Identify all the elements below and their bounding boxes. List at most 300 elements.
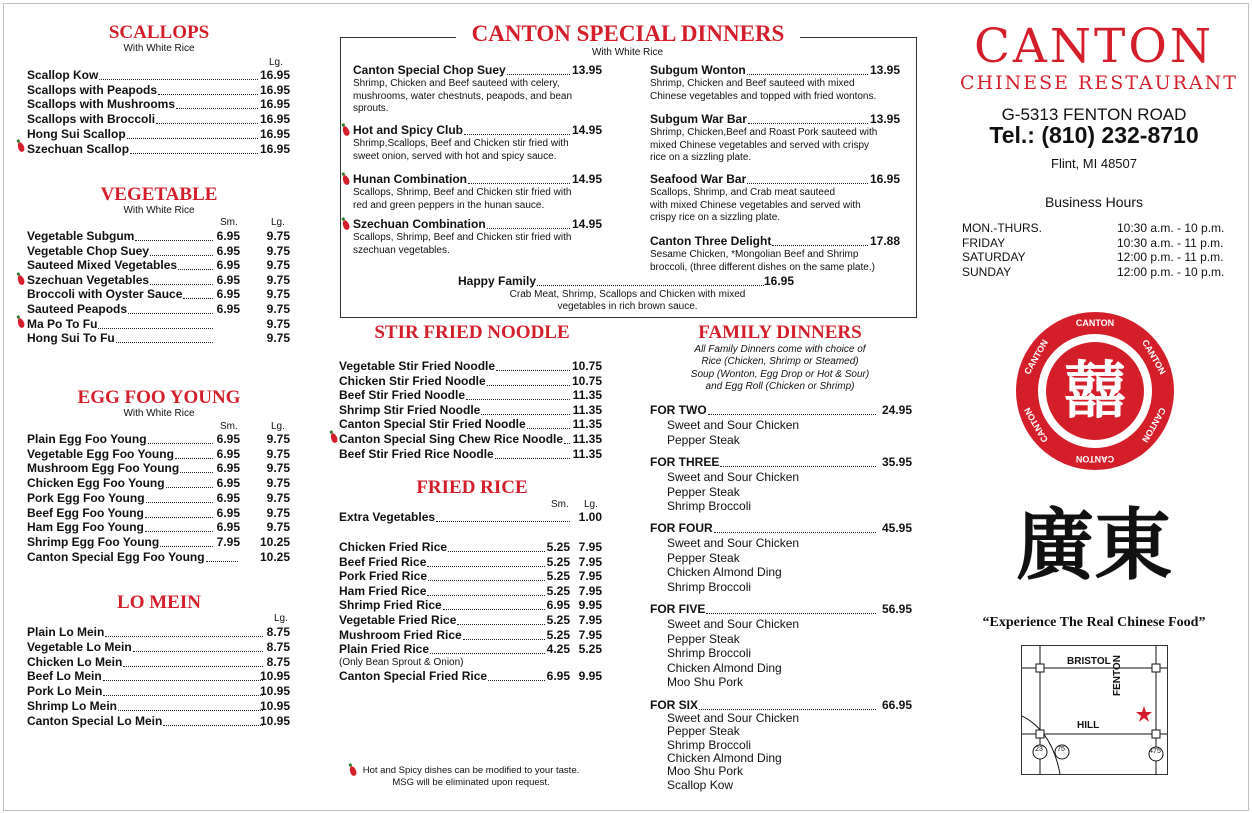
item-name: Vegetable Fried Rice xyxy=(339,613,457,627)
special-dinner-desc: Shrimp, Chicken,Beef and Roast Pork sauteed with xyxy=(650,127,878,138)
section-title-scallops: SCALLOPS xyxy=(108,22,210,43)
hours-days: FRIDAY xyxy=(962,235,1006,250)
item-price: 16.95 xyxy=(259,126,290,141)
restaurant-name-logo: CANTON xyxy=(973,19,1215,74)
family-dinner-item: Pepper Steak xyxy=(667,550,740,565)
leader-dots xyxy=(468,183,570,184)
egg-foo-young-row xyxy=(27,432,290,447)
item-price: 1.00 xyxy=(578,510,602,524)
lg-column-header: Lg. xyxy=(271,421,285,432)
item-price-sm: 6.95 xyxy=(216,505,240,520)
leader-dots xyxy=(772,245,868,246)
item-name: Vegetable Egg Foo Young xyxy=(27,446,174,461)
item-price: 45.95 xyxy=(881,521,912,535)
item-price: 16.95 xyxy=(869,172,900,186)
leader-dots xyxy=(706,613,876,614)
leader-dots xyxy=(427,595,545,596)
item-name: Beef Stir Fried Rice Noodle xyxy=(339,446,494,461)
hours-time: 10:30 a.m. - 10 p.m. xyxy=(1117,221,1225,235)
item-price-lg: 7.95 xyxy=(578,554,602,569)
item-price-lg: 9.75 xyxy=(266,272,290,287)
item-price-lg: 5.25 xyxy=(578,642,602,657)
stir-fried-noodle-row xyxy=(339,417,602,432)
item-price: 16.95 xyxy=(259,82,290,97)
item-name: Subgum War Bar xyxy=(650,112,747,126)
leader-dots xyxy=(527,428,570,429)
section-title-stir-fried-noodle: STIR FRIED NOODLE xyxy=(374,322,570,343)
leader-dots xyxy=(720,466,876,467)
item-price-lg: 10.25 xyxy=(259,534,290,549)
item-name: FOR SIX xyxy=(650,698,699,712)
fried-rice-row xyxy=(339,554,602,570)
family-dinner-item: Shrimp Broccoli xyxy=(667,499,752,514)
item-name: Vegetable Chop Suey xyxy=(27,243,150,258)
leader-dots xyxy=(487,385,570,386)
special-dinner-desc: broccoli, (three different dishes on the same plate.) xyxy=(650,261,875,273)
item-price-sm: 6.95 xyxy=(546,598,570,613)
lo-mein-row xyxy=(27,713,290,729)
happy-family-desc: vegetables in rich brown sauce. xyxy=(557,301,698,312)
fried-rice-row xyxy=(339,627,602,643)
item-name: Szechuan Combination xyxy=(353,217,486,231)
item-price-sm: 6.95 xyxy=(216,520,240,535)
special-dinner-desc: mixed Chinese vegetables and served with crispy xyxy=(650,139,869,151)
item-name: Hunan Combination xyxy=(353,172,467,186)
item-price: 17.88 xyxy=(869,234,900,248)
item-name: Subgum Wonton xyxy=(650,63,746,77)
item-name: Shrimp Lo Mein xyxy=(27,699,117,713)
item-name: Plain Fried Rice xyxy=(339,642,430,657)
item-name: Ham Egg Foo Young xyxy=(27,520,144,535)
item-name: FOR FIVE xyxy=(650,602,706,616)
item-price-sm: 6.95 xyxy=(216,476,240,491)
leader-dots xyxy=(135,240,213,241)
sm-column-header: Sm. xyxy=(220,217,238,228)
special-dinner-desc: Scallops, Shrimp, Beef and Chicken stir fried with xyxy=(353,232,572,243)
item-price-sm: 5.25 xyxy=(546,569,570,584)
item-price-sm: 6.95 xyxy=(216,287,240,302)
special-dinner-desc: Shrimp, Chicken and Beef sauteed with celery, xyxy=(353,78,560,89)
leader-dots xyxy=(708,414,876,415)
item-price: 10.95 xyxy=(259,699,290,713)
item-price-sm: 5.25 xyxy=(546,627,570,642)
item-price-lg: 9.95 xyxy=(578,669,602,683)
family-dinner-title xyxy=(650,455,912,470)
family-dinner-item: Chicken Almond Ding xyxy=(667,565,782,580)
leader-dots xyxy=(488,680,545,681)
egg-foo-young-row xyxy=(27,520,290,535)
family-dinner-item: Pepper Steak xyxy=(667,432,740,447)
item-price-lg: 9.75 xyxy=(266,446,290,461)
special-dinner-desc: mushrooms, water chestnuts, peapods, and bean xyxy=(353,90,573,102)
item-name: Pork Lo Mein xyxy=(27,684,103,699)
leader-dots xyxy=(103,680,263,681)
item-price-sm: 6.95 xyxy=(546,669,570,683)
item-name: Plain Egg Foo Young xyxy=(27,432,147,446)
item-price-lg: 9.75 xyxy=(266,258,290,273)
item-name: Chicken Lo Mein xyxy=(27,654,123,669)
family-dinner-item: Sweet and Sour Chicken xyxy=(667,418,800,432)
item-price-lg: 7.95 xyxy=(578,627,602,642)
item-price-lg: 9.75 xyxy=(266,243,290,258)
extra-vegetables-row xyxy=(339,510,602,525)
item-name: Canton Three Delight xyxy=(650,234,772,248)
leader-dots xyxy=(123,666,263,667)
special-dinner-desc: szechuan vegetables. xyxy=(353,244,450,256)
seal-symbol: 囍 xyxy=(1063,354,1126,427)
item-name: Vegetable Lo Mein xyxy=(27,639,132,654)
double-happiness-seal-icon xyxy=(1016,312,1174,470)
seal-ring-label: CANTON xyxy=(1022,337,1051,377)
item-price: 16.95 xyxy=(259,112,290,127)
sm-column-header: Sm. xyxy=(220,421,238,432)
hours-days: SUNDAY xyxy=(962,265,1012,280)
leader-dots xyxy=(427,566,545,567)
item-price: 13.95 xyxy=(571,63,602,77)
leader-dots xyxy=(466,399,570,400)
leader-dots xyxy=(699,709,876,710)
stir-fried-noodle-row xyxy=(339,446,602,462)
family-dinner-item: Pepper Steak xyxy=(667,484,740,499)
item-name: Beef Egg Foo Young xyxy=(27,505,144,520)
section-title-family-dinners: FAMILY DINNERS xyxy=(698,322,862,343)
vegetable-row xyxy=(27,272,290,288)
leader-dots xyxy=(118,710,263,711)
with-white-rice-label: With White Rice xyxy=(123,205,195,216)
restaurant-type-logo: CHINESE RESTAURANT xyxy=(960,72,1238,94)
seal-ring-text xyxy=(1016,312,1174,470)
leader-dots xyxy=(537,285,764,286)
leader-dots xyxy=(714,532,876,533)
item-name: Extra Vegetables xyxy=(339,510,436,524)
lo-mein-row xyxy=(27,669,290,684)
item-price-lg: 9.75 xyxy=(266,331,290,346)
egg-foo-young-row xyxy=(27,534,290,550)
hours-days: MON.-THURS. xyxy=(962,221,1042,235)
happy-family-desc: Crab Meat, Shrimp, Scallops and Chicken with mixed xyxy=(509,289,746,300)
leader-dots xyxy=(133,651,263,652)
happy-family-title xyxy=(458,274,794,289)
leader-dots xyxy=(116,342,213,343)
seal-ring-label: CANTON xyxy=(1139,337,1168,377)
item-price-lg: 9.75 xyxy=(266,302,290,316)
item-name: Shrimp Fried Rice xyxy=(339,598,442,613)
leader-dots xyxy=(130,153,258,154)
item-price: 8.75 xyxy=(266,625,290,639)
vegetable-row xyxy=(27,229,290,244)
family-dinner-item: Sweet and Sour Chicken xyxy=(667,536,800,550)
item-name: Mushroom Egg Foo Young xyxy=(27,461,180,476)
item-name: Hot and Spicy Club xyxy=(353,123,464,137)
seal-ring-label: CANTON xyxy=(1075,454,1115,464)
stir-fried-noodle-row xyxy=(339,359,602,374)
item-price: 10.95 xyxy=(259,713,290,728)
item-price-sm: 6.95 xyxy=(216,302,240,316)
stir-fried-noodle-row xyxy=(339,402,602,418)
leader-dots xyxy=(457,624,545,625)
family-dinner-title xyxy=(650,403,912,418)
item-name: Canton Special Sing Chew Rice Noodle xyxy=(339,432,564,446)
item-price: 11.35 xyxy=(572,402,602,417)
lo-mein-row xyxy=(27,639,290,655)
item-name: Canton Special Chop Suey xyxy=(353,63,506,77)
item-price-lg: 9.75 xyxy=(266,490,290,505)
item-price: 11.35 xyxy=(572,388,602,403)
item-price-sm: 5.25 xyxy=(546,613,570,627)
leader-dots xyxy=(176,108,258,109)
special-dinner-desc: sweet onion, served with hot and spicy sauce. xyxy=(353,150,557,162)
item-name: FOR THREE xyxy=(650,455,720,469)
item-price-sm: 6.95 xyxy=(216,432,240,446)
scallop-row xyxy=(27,97,290,112)
item-name: Broccoli with Oyster Sauce xyxy=(27,287,183,302)
item-price-sm: 6.95 xyxy=(216,229,240,243)
item-name: Scallops with Mushrooms xyxy=(27,97,176,112)
item-name: Canton Special Lo Mein xyxy=(27,713,163,728)
item-price-sm: 5.25 xyxy=(546,554,570,569)
special-dinner-title xyxy=(353,217,602,232)
item-price: 16.95 xyxy=(259,97,290,112)
leader-dots xyxy=(127,138,258,139)
item-name: Canton Special Fried Rice xyxy=(339,669,488,683)
stir-fried-noodle-row xyxy=(339,432,602,447)
item-name: Pork Egg Foo Young xyxy=(27,490,145,505)
scallop-row xyxy=(27,126,290,142)
leader-dots xyxy=(747,74,868,75)
section-title-special-dinners: CANTON SPECIAL DINNERS xyxy=(456,21,800,47)
family-dinner-item: Chicken Almond Ding xyxy=(667,750,782,765)
family-dinner-item: Shrimp Broccoli xyxy=(667,646,752,661)
special-dinner-title xyxy=(353,63,602,78)
leader-dots xyxy=(145,517,213,518)
item-price: 11.35 xyxy=(572,446,602,461)
section-title-egg-foo-young: EGG FOO YOUNG xyxy=(77,387,241,408)
item-price: 11.35 xyxy=(572,432,602,446)
section-title-vegetable: VEGETABLE xyxy=(100,184,218,205)
vegetable-row xyxy=(27,243,290,259)
footnote: MSG will be eliminated upon request. xyxy=(392,777,550,788)
item-name: Beef Lo Mein xyxy=(27,669,102,684)
item-name: Canton Special Egg Foo Young xyxy=(27,549,205,564)
item-price: 11.35 xyxy=(572,417,602,432)
address: G-5313 FENTON ROAD xyxy=(1001,105,1187,124)
seal-ring-label: CANTON xyxy=(1139,405,1168,445)
family-dinner-title xyxy=(650,602,912,617)
scallop-row xyxy=(27,82,290,98)
item-name: Mushroom Fried Rice xyxy=(339,627,462,642)
phone-number[interactable]: Tel.: (810) 232-8710 xyxy=(989,122,1199,148)
special-dinner-desc: Chinese vegetables and topped with fried wontons. xyxy=(650,90,877,102)
family-dinner-item: Pepper Steak xyxy=(667,631,740,646)
leader-dots xyxy=(496,370,570,371)
lg-column-header: Lg. xyxy=(271,217,285,228)
special-dinner-title xyxy=(353,123,602,138)
special-dinner-desc: red and green peppers in the hunan sauce. xyxy=(353,199,545,211)
chinese-characters: 廣東 xyxy=(1015,501,1172,591)
item-price: 16.95 xyxy=(259,68,290,82)
family-dinner-item: Scallop Kow xyxy=(667,777,734,792)
item-name: Pork Fried Rice xyxy=(339,569,428,584)
city-state-zip: Flint, MI 48507 xyxy=(1051,156,1137,171)
map-label: HILL xyxy=(1077,720,1100,731)
item-price-sm: 6.95 xyxy=(216,446,240,461)
item-name: Seafood War Bar xyxy=(650,172,747,186)
business-hours-title: Business Hours xyxy=(1044,194,1144,210)
item-name: Scallops with Peapods xyxy=(27,82,158,97)
special-dinner-title xyxy=(650,172,900,187)
family-dinner-item: Sweet and Sour Chicken xyxy=(667,617,800,631)
special-dinner-desc: rice on a sizzling plate. xyxy=(650,152,752,163)
lo-mein-row xyxy=(27,684,290,699)
egg-foo-young-row xyxy=(27,549,290,565)
item-name: Sauteed Peapods xyxy=(27,302,128,316)
lg-column-header: Lg. xyxy=(274,613,288,624)
item-price-lg: 10.25 xyxy=(259,549,290,564)
item-name: Shrimp Egg Foo Young xyxy=(27,534,160,549)
item-name: FOR FOUR xyxy=(650,521,713,535)
stir-fried-noodle-row xyxy=(339,388,602,403)
map-label: 75 xyxy=(1057,746,1065,753)
leader-dots xyxy=(103,695,263,696)
lg-column-header: Lg. xyxy=(269,57,283,68)
egg-foo-young-row xyxy=(27,446,290,462)
scallop-row xyxy=(27,141,290,157)
leader-dots xyxy=(747,183,868,184)
item-name: Beef Fried Rice xyxy=(339,554,427,569)
map-label: FENTON xyxy=(1112,655,1123,696)
egg-foo-young-row xyxy=(27,476,290,491)
special-dinner-desc: Shrimp, Chicken and Beef sauteed with mixed xyxy=(650,78,855,89)
item-price: 8.75 xyxy=(266,639,290,654)
family-dinners-intro: Soup (Wonton, Egg Drop or Hot & Sour) xyxy=(690,368,870,380)
leader-dots xyxy=(463,639,545,640)
item-name: Chicken Fried Rice xyxy=(339,540,448,554)
special-dinner-title xyxy=(650,234,900,249)
vegetable-row xyxy=(27,302,290,317)
fried-rice-row xyxy=(339,540,602,555)
item-price-lg: 7.95 xyxy=(578,583,602,598)
leader-dots xyxy=(146,502,213,503)
item-name: Canton Special Stir Fried Noodle xyxy=(339,417,526,432)
sm-column-header: Sm. xyxy=(551,499,569,510)
fried-rice-row xyxy=(339,598,602,613)
fried-rice-row xyxy=(339,569,602,584)
with-white-rice-label: With White Rice xyxy=(591,47,664,58)
special-dinner-desc: Scallops, Shrimp, Beef and Chicken stir fried with xyxy=(353,187,572,198)
item-price: 14.95 xyxy=(571,123,602,137)
vegetable-row xyxy=(27,331,290,346)
item-price: 13.95 xyxy=(869,112,900,126)
item-price-sm: 5.25 xyxy=(546,540,570,554)
item-price: 35.95 xyxy=(881,455,912,469)
item-name: Hong Sui Scallop xyxy=(27,126,126,141)
item-price-sm: 6.95 xyxy=(216,461,240,476)
tagline: “Experience The Real Chinese Food” xyxy=(982,615,1206,630)
item-name: Vegetable Stir Fried Noodle xyxy=(339,359,496,373)
item-price-sm: 6.95 xyxy=(216,490,240,505)
family-dinner-item: Moo Shu Pork xyxy=(667,764,744,779)
leader-dots xyxy=(448,551,545,552)
scallop-row xyxy=(27,68,290,83)
vegetable-row xyxy=(27,316,290,332)
item-price-lg: 9.75 xyxy=(266,505,290,520)
leader-dots xyxy=(495,458,570,459)
special-dinner-desc: with mixed Chinese vegetables and served with xyxy=(650,199,861,211)
item-name: Ham Fried Rice xyxy=(339,583,427,598)
leader-dots xyxy=(430,653,545,654)
leader-dots xyxy=(128,313,213,314)
item-price-sm: 6.95 xyxy=(216,243,240,258)
special-dinner-desc: Sesame Chicken, *Mongolian Beef and Shrimp xyxy=(650,249,859,260)
item-name: Beef Stir Fried Noodle xyxy=(339,388,466,403)
item-name: Scallop Kow xyxy=(27,68,99,82)
family-dinner-item: Shrimp Broccoli xyxy=(667,579,752,594)
item-price-lg: 9.75 xyxy=(266,316,290,331)
family-dinners-intro: Rice (Chicken, Shrimp or Steamed) xyxy=(701,356,859,368)
family-dinners-intro: and Egg Roll (Chicken or Shrimp) xyxy=(705,380,855,392)
with-white-rice-label: With White Rice xyxy=(123,408,195,419)
item-price: 16.95 xyxy=(763,274,794,288)
egg-foo-young-row xyxy=(27,461,290,476)
lo-mein-row xyxy=(27,654,290,670)
egg-foo-young-row xyxy=(27,505,290,521)
item-name: Ma Po To Fu xyxy=(27,316,98,331)
leader-dots xyxy=(436,521,570,522)
family-dinner-item: Moo Shu Pork xyxy=(667,675,744,690)
item-price-lg: 7.95 xyxy=(578,613,602,627)
item-price-sm: 6.95 xyxy=(216,272,240,287)
fried-rice-row xyxy=(339,613,602,628)
special-dinner-desc: crispy rice on a sizzling plate. xyxy=(650,212,781,223)
item-price-sm: 7.95 xyxy=(216,534,240,549)
item-price: 10.95 xyxy=(259,669,290,684)
hours-time: 12:00 p.m. - 11 p.m. xyxy=(1117,250,1224,265)
fried-rice-row xyxy=(339,669,602,684)
item-name: Szechuan Scallop xyxy=(27,141,130,156)
item-price: 24.95 xyxy=(881,403,912,417)
leader-dots xyxy=(507,74,570,75)
leader-dots xyxy=(443,609,545,610)
item-price-lg: 9.75 xyxy=(266,432,290,446)
item-price: 14.95 xyxy=(571,172,602,186)
item-price: 10.75 xyxy=(571,373,602,388)
item-price-lg: 9.95 xyxy=(578,598,602,613)
leader-dots xyxy=(158,94,258,95)
leader-dots xyxy=(98,328,213,329)
family-dinners-intro: All Family Dinners come with choice of xyxy=(694,344,866,355)
fried-rice-row xyxy=(339,642,602,657)
lg-column-header: Lg. xyxy=(584,499,598,510)
leader-dots xyxy=(156,123,258,124)
map-label: 23 xyxy=(1035,746,1043,753)
item-price-lg: 9.75 xyxy=(266,229,290,243)
item-name: FOR TWO xyxy=(650,403,707,417)
special-dinner-title xyxy=(650,112,900,127)
family-dinner-item: Sweet and Sour Chicken xyxy=(667,711,800,725)
special-dinner-desc: Scallops, Shrimp, and Crab meat sauteed xyxy=(650,187,836,198)
fried-rice-note: (Only Bean Sprout & Onion) xyxy=(339,657,464,668)
item-price: 10.95 xyxy=(259,684,290,699)
map-label: BRISTOL xyxy=(1067,656,1111,667)
section-title-lo-mein: LO MEIN xyxy=(117,592,201,613)
section-title-fried-rice: FRIED RICE xyxy=(416,477,528,498)
item-name: Sauteed Mixed Vegetables xyxy=(27,258,178,273)
family-dinner-item: Chicken Almond Ding xyxy=(667,660,782,675)
item-name: Shrimp Stir Fried Noodle xyxy=(339,402,481,417)
item-price-lg: 9.75 xyxy=(266,476,290,491)
family-dinner-title xyxy=(650,521,912,536)
item-name: Chicken Stir Fried Noodle xyxy=(339,373,486,388)
